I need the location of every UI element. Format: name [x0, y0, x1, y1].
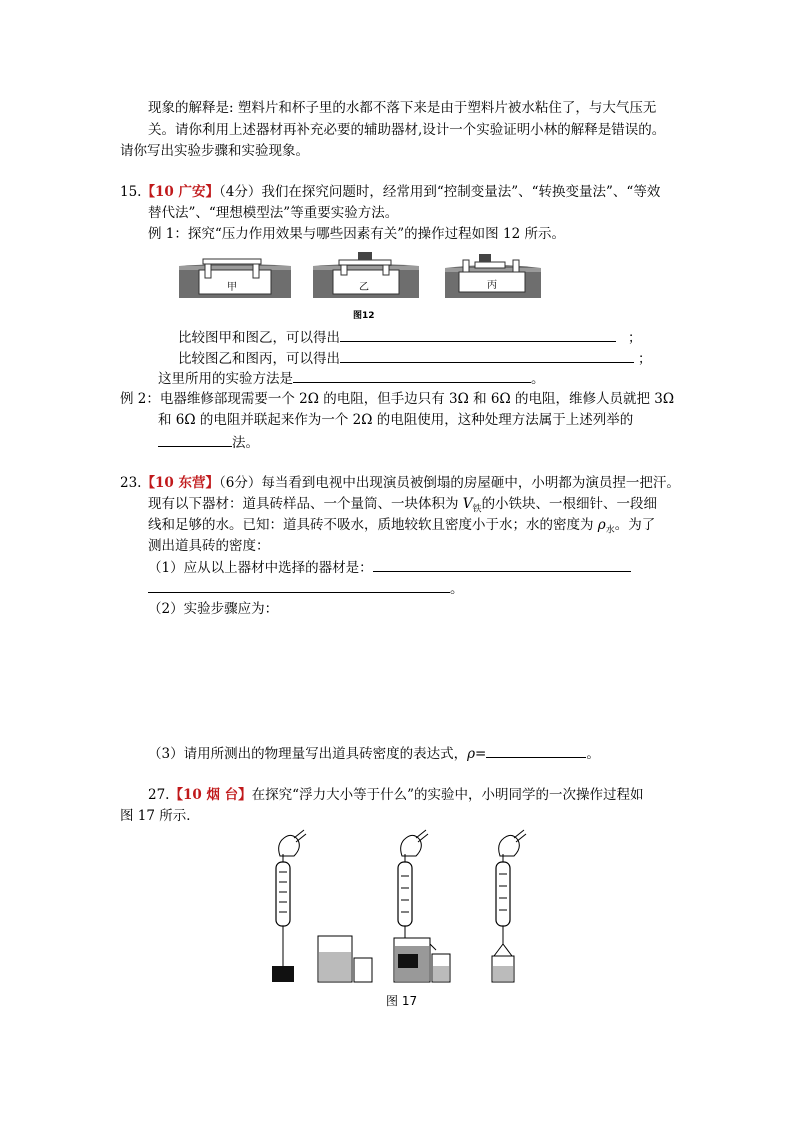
q15-method-blank[interactable]: [293, 368, 531, 383]
q23-part-1-text: （1）应从以上器材中选择的器材是：: [148, 560, 373, 576]
q27-line-2: 图 17 所示．: [120, 808, 200, 824]
figure-17: [262, 826, 534, 992]
q23-line-3-a: 线和足够的水。已知：道具砖不吸水，质地较软且密度小于水；水的密度为: [148, 517, 598, 533]
fig12-label-bing: 丙: [487, 280, 497, 291]
q15-example-2-blank[interactable]: [158, 432, 232, 447]
fig17-setup-submerged: [394, 830, 450, 982]
fig17-setup-beaker: [492, 830, 526, 982]
intro-line-2: 关。请你利用上述器材再补充必要的辅助器材,设计一个实验证明小林的解释是错误的。: [148, 122, 666, 138]
q23-line-3-b: 。为了: [614, 517, 656, 533]
q15-line-2: 替代法”、“理想模型法”等重要实验方法。: [148, 205, 399, 221]
q15-compare-2-blank[interactable]: [340, 348, 634, 363]
q15-compare-1: [178, 327, 642, 348]
q15-example-2-line-3: [158, 432, 259, 453]
q23-number: 23.: [120, 475, 142, 491]
q15-example-1: 例 1：探究“压力作用效果与哪些因素有关”的操作过程如图 12 所示。: [148, 226, 565, 242]
intro-line-1: 现象的解释是: 塑料片和杯子里的水都不落下来是由于塑料片被水粘住了，与大气压无: [148, 100, 657, 116]
q23-var-v-sub: 铁: [472, 504, 482, 515]
fig12-caption: 图12: [353, 311, 375, 321]
q23-line-2-b: 的小铁块、一根细针、一段细: [481, 496, 658, 512]
q23-var-rho-sub: 水: [605, 525, 615, 536]
q15-line-1: [120, 182, 660, 202]
q27-number: 27.: [148, 787, 170, 803]
q27-line-1: [148, 785, 643, 805]
q27-source-tag: 【10 烟 台】: [169, 787, 252, 803]
q23-line-2-a: 现有以下器材：道具砖样品、一个量筒、一块体积为: [148, 496, 463, 512]
q15-example-2-end: 法。: [232, 435, 259, 451]
q23-part-1-blank-1[interactable]: [373, 557, 631, 572]
q23-line-1: [120, 473, 680, 493]
q23-var-v: V: [462, 496, 473, 512]
q15-source-tag: 【10 广安】: [141, 184, 219, 200]
q23-part-2: （2）实验步骤应为：: [148, 601, 279, 617]
q15-compare-2-end: ；: [638, 351, 652, 367]
q23-part-3-blank[interactable]: [486, 743, 586, 758]
q15-line-1-text: （4分）我们在探究问题时，经常用到“控制变量法”、“转换变量法”、“等效: [218, 184, 661, 200]
q23-part-1: [148, 557, 631, 578]
q23-part-3-end: 。: [586, 746, 600, 762]
q15-example-2-line-2: 和 6Ω 的电阻并联起来作为一个 2Ω 的电阻使用，这种处理方法属于上述列举的: [158, 412, 634, 428]
q15-compare-2-text: 比较图乙和图丙，可以得出: [178, 351, 340, 367]
q15-compare-2: [178, 348, 652, 369]
fig12-panel-bing: [445, 254, 541, 298]
q15-example-2-line-1: 例 2：电器维修部现需要一个 2Ω 的电阻，但手边只有 3Ω 和 6Ω 的电阻，维修人员就把 3Ω: [120, 391, 675, 407]
q23-var-rho: ρ: [597, 517, 606, 533]
q15-compare-1-end: ；: [628, 330, 642, 346]
fig12-panel-jia: [179, 259, 291, 298]
q23-part-1-blank-2[interactable]: [148, 578, 450, 593]
fig17-setup-air: [272, 830, 306, 982]
q15-method: [158, 368, 545, 389]
q27-line-1-text: 在探究“浮力大小等于什么”的实验中，小明同学的一次操作过程如: [251, 787, 644, 803]
q23-source-tag: 【10 东营】: [141, 475, 219, 491]
q15-compare-1-blank[interactable]: [340, 327, 616, 342]
figure-17-caption: 图 17: [386, 994, 418, 1008]
q15-method-end: 。: [531, 371, 545, 387]
q23-part-3-rho: ρ: [467, 746, 476, 762]
q23-part-1-end: 。: [450, 581, 464, 597]
q23-part-3: [148, 743, 600, 764]
q15-compare-1-text: 比较图甲和图乙，可以得出: [178, 330, 340, 346]
q23-line-1-text: （6分）每当看到电视中出现演员被倒塌的房屋砸中，小明都为演员捏一把汗。: [218, 475, 680, 491]
intro-line-3: 请你写出实验步骤和实验现象。: [120, 143, 309, 159]
q23-line-4: 测出道具砖的密度：: [148, 538, 270, 554]
q23-part-1-cont: [148, 578, 464, 599]
q23-part-3-text: （3）请用所测出的物理量写出道具砖密度的表达式，: [148, 746, 468, 762]
q23-part-3-eq: =: [475, 746, 487, 762]
fig12-label-jia: 甲: [227, 282, 237, 293]
fig12-panel-yi: [313, 252, 419, 298]
q15-method-text: 这里所用的实验方法是: [158, 371, 293, 387]
q15-number: 15.: [120, 184, 142, 200]
figure-12: [175, 248, 550, 326]
fig17-overflow-can: [318, 936, 372, 982]
fig12-label-yi: 乙: [359, 282, 369, 293]
